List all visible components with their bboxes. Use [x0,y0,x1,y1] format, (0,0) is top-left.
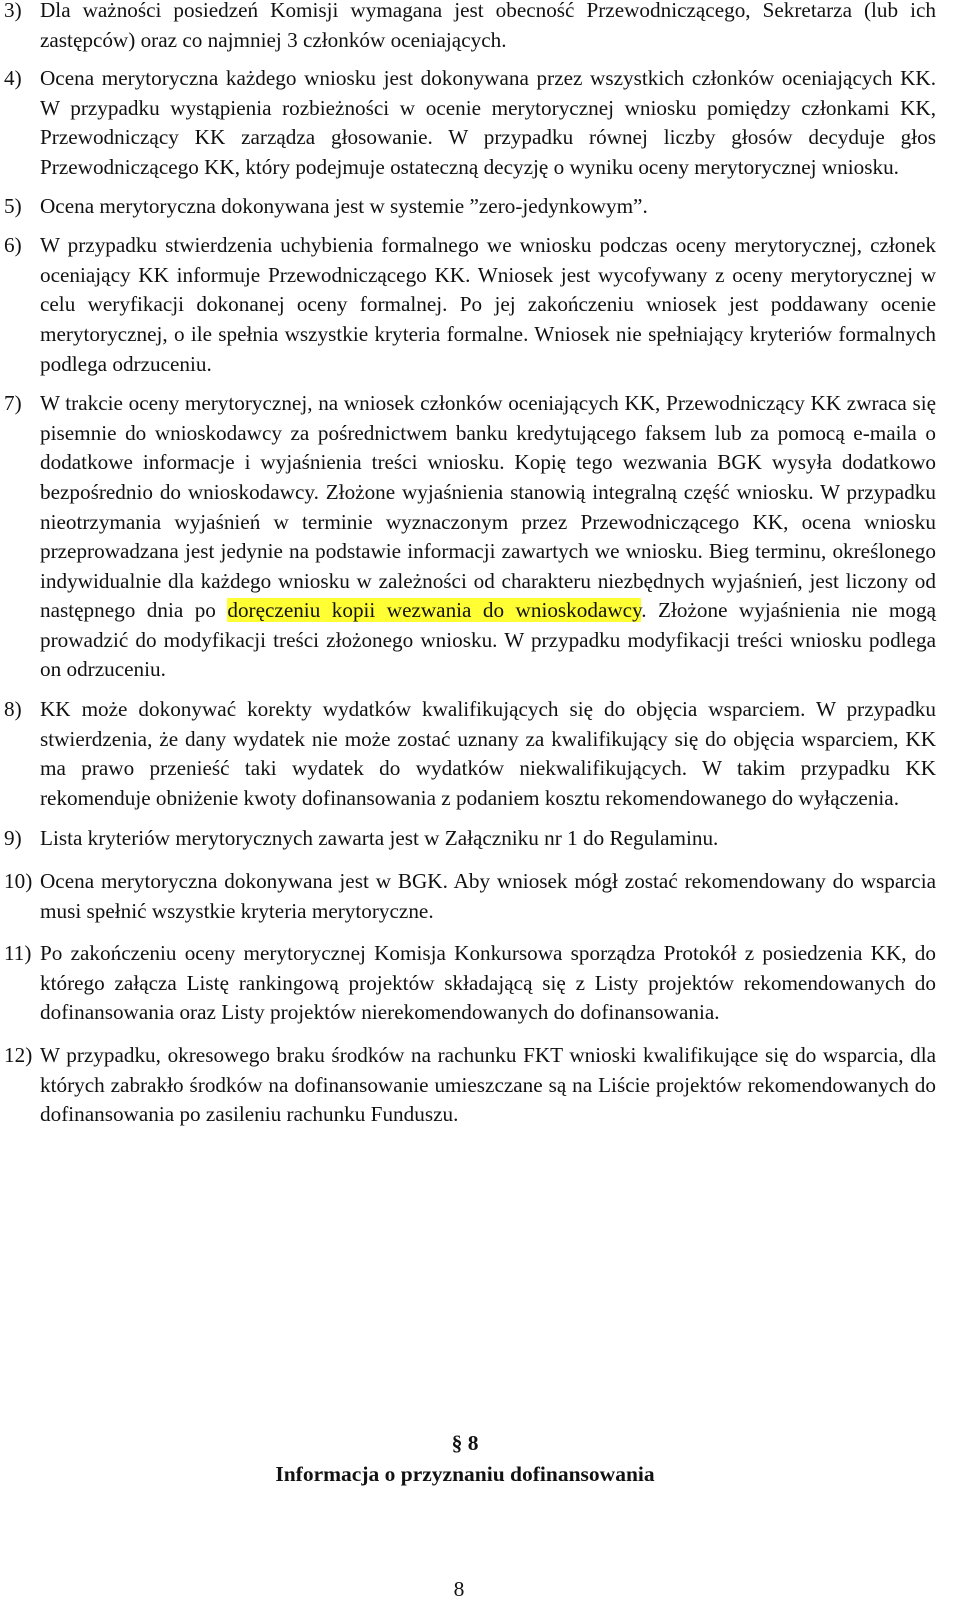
item-number: 4) [4,66,22,91]
item-number: 3) [4,0,22,22]
item-text [40,64,936,182]
item-number: 6) [4,233,22,258]
list-item [4,0,936,55]
item-text [40,939,936,1028]
text-segment: Lista kryteriów merytorycznych zawarta jest w Załączniku nr 1 do Regulaminu. [40,826,719,851]
page-number: 8 [453,1577,465,1601]
item-number: 5) [4,193,22,218]
item-number: 7) [4,391,22,416]
item-text [40,0,936,55]
item-number: 8) [4,697,22,722]
text-segment: W przypadku, okresowego braku środków na rachunku FKT wnioski kwalifikujące się do wsparcia, dla których zabrakło środków na dofinansowanie umieszczane są na Liście projektów rekomendowanych do dofinansowania po zasileniu rachunku Funduszu. [40,1043,936,1127]
item-text [40,695,936,813]
item-text [40,192,936,222]
item-text [40,389,936,685]
item-text [40,867,936,926]
item-number: 10) [4,869,33,894]
text-segment: W trakcie oceny merytorycznej, na wniosek członków oceniających KK, Przewodniczący KK zwraca się pisemnie do wnioskodawcy za pośrednictwem banku kredytującego faksem lub za pomocą e-maila o dodatkowe informacje i wyjaśnienia treści wniosku. Kopię tego wezwania BGK wysyła dodatkowo bezpośrednio do wnioskodawcy. Złożone wyjaśnienia stanowią integralną część wniosku. W przypadku nieotrzymania wyjaśnień w terminie wyznaczonym przez Przewodniczącego KK, ocena wniosku przeprowadzana jest jedynie na podstawie informacji zawartych we wniosku. Bieg terminu, określonego indywidualnie dla każdego wniosku w zależności od charakteru niezbędnych wyjaśnień, jest liczony od następnego dnia po [40,391,936,623]
text-segment: Ocena merytoryczna dokonywana jest w BGK. Aby wniosek mógł zostać rekomendowany do wsparcia musi spełnić wszystkie kryteria merytoryczne. [40,869,936,923]
item-text [40,231,936,379]
list-item [4,1041,936,1130]
numbered-list [4,0,936,1130]
item-number: 12) [4,1043,33,1067]
item-number: 11) [4,941,32,966]
section-title: Informacja o przyznaniu dofinansowania [275,1462,655,1486]
text-segment: KK może dokonywać korekty wydatków kwalifikujących się do objęcia wsparciem. W przypadku stwierdzenia, że dany wydatek nie może zostać uznany za kwalifikujący się do objęcia wsparciem, KK ma prawo przenieść taki wydatek do wydatków niekwalifikujących. W takim przypadku KK rekomenduje obniżenie kwoty dofinansowania z podaniem kosztu rekomendowanego do wyłączenia. [40,697,936,810]
section-number: § 8 [451,1431,479,1455]
list-item [4,389,936,685]
text-segment: Dla ważności posiedzeń Komisji wymagana jest obecność Przewodniczącego, Sekretarza (lub ich zastępców) oraz co najmniej 3 członków oceniających. [40,0,936,52]
item-text [40,824,936,854]
list-item [4,824,936,854]
text-segment: Po zakończeniu oceny merytorycznej Komisja Konkursowa sporządza Protokół z posiedzenia KK, do którego załącza Listę rankingową projektów składającą się z Listy projektów rekomendowanych do dofinansowania oraz Listy projektów nierekomendowanych do dofinansowania. [40,941,936,1025]
list-item [4,64,936,182]
text-segment: W przypadku stwierdzenia uchybienia formalnego we wniosku podczas oceny merytorycznej, członek oceniający KK informuje Przewodniczącego KK. Wniosek jest wycofywany z oceny merytorycznej w celu weryfikacji dokonanej oceny formalnej. Po jej zakończeniu wniosek jest poddawany ocenie merytorycznej, o ile spełnia wszystkie kryteria formalne. Wniosek nie spełniający kryteriów formalnych podlega odrzuceniu. [40,233,936,376]
list-item [4,695,936,813]
item-number: 9) [4,826,22,851]
text-segment: Ocena merytoryczna dokonywana jest w systemie ”zero-jedynkowym”. [40,193,648,218]
text-segment: Ocena merytoryczna każdego wniosku jest dokonywana przez wszystkich członków oceniających KK. W przypadku wystąpienia rozbieżności w ocenie merytorycznej wniosku pomiędzy członkami KK, Przewodniczący KK zarządza głosowanie. W przypadku równej liczby głosów decyduje głos Przewodniczącego KK, który podejmuje ostateczną decyzję o wyniku oceny merytorycznej wniosku. [40,66,936,179]
list-item [4,939,936,1028]
highlighted-text: doręczeniu kopii wezwania do wnioskodawcy [227,598,642,623]
list-item [4,231,936,379]
list-item [4,867,936,926]
text-segment: . Złożone wyjaśnienia nie mogą prowadzić do modyfikacji treści złożonego wniosku. W przypadku modyfikacji treści wniosku podlega on odrzuceniu. [40,598,936,682]
item-text [40,1041,936,1130]
list-item [4,192,936,222]
